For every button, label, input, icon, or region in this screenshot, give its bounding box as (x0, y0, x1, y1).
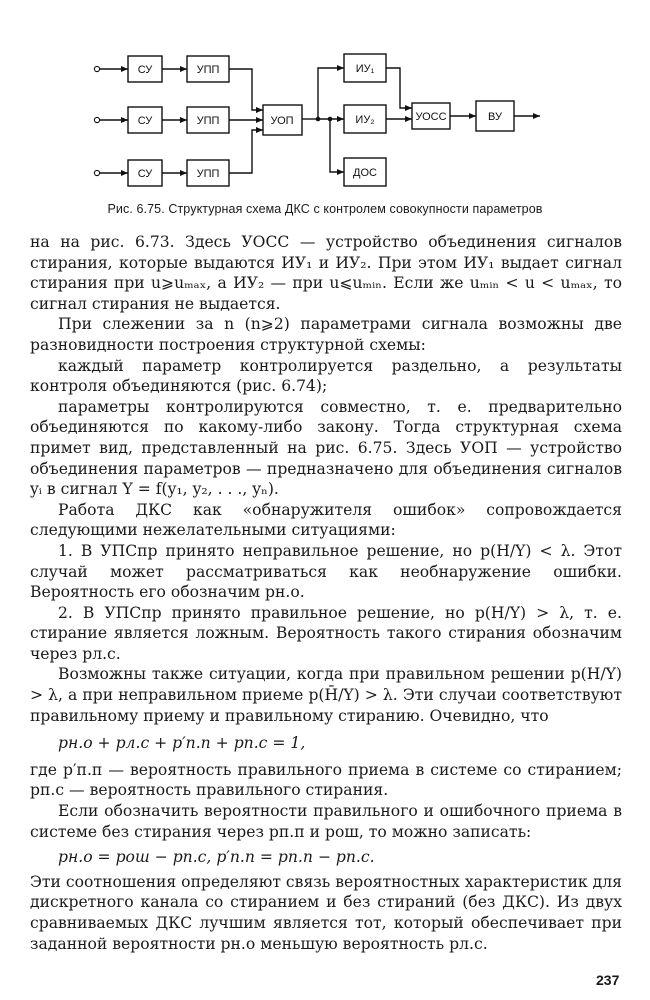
paragraph: на на рис. 6.73. Здесь УОСС — устройство объединения сигналов стирания, которые выдаются ИУ₁ и ИУ₂. При этом ИУ₁ выдает сигнал стирания при u⩾uₘₐₓ, а ИУ₂ — при u⩽uₘᵢₙ. Если же uₘᵢₙ < u < uₘₐₓ, то сигнал стирания не выдается. (30, 233, 622, 313)
block-diagram (0, 0, 650, 200)
body-text (30, 232, 622, 954)
paragraph: Возможны также ситуации, когда при правильном решении p(H/Y) > λ, а при неправильном приеме p(H̄/Y) > λ. Эти случаи соответствуют правильному приему и правильному стиранию. Очевидно, что (30, 665, 622, 725)
paragraph: параметры контролируются совместно, т. е. предварительно объединяются по какому-либо закону. Тогда структурная схема примет вид, представленный на рис. 6.75. Здесь УОП — устройство объединения параметров — предназначено для объединения сигналов yᵢ в сигнал Y = f(y₁, y₂, . . ., yₙ). (30, 397, 622, 499)
iu2-label: ИУ₂ (355, 114, 375, 126)
iu1-label: ИУ₁ (355, 63, 375, 75)
su-label-3: СУ (137, 168, 153, 180)
paragraph: каждый параметр контролируется раздельно, а результаты контроля объединяются (рис. 6.74); (30, 356, 622, 396)
paragraph: 1. В УПСпр принято неправильное решение, но p(H/Y) < λ. Этот случай может рассматриваться как необнаружение ошибки. Вероятность его обозначим pн.о. (30, 541, 622, 602)
vu-label: ВУ (488, 111, 502, 123)
formula: pн.о = pош − pп.с, p′п.п = pп.п − pп.с. (58, 848, 375, 867)
dos-label: ДОС (353, 167, 377, 179)
su-label-1: СУ (137, 64, 153, 76)
upp-label-3: УПП (196, 168, 220, 180)
uop-label: УОП (270, 115, 294, 127)
paragraph: Работа ДКС как «обнаружителя ошибок» сопровождается следующими нежелательными ситуациями: (30, 500, 622, 540)
uoss-label: УОСС (415, 111, 447, 123)
figure-caption: Рис. 6.75. Структурная схема ДКС с контролем совокупности параметров (107, 202, 543, 216)
upp-label-1: УПП (196, 64, 220, 76)
paragraph: Если обозначить вероятности правильного и ошибочного приема в системе без стирания через pп.п и pош, то можно записать: (30, 802, 622, 841)
su-label-2: СУ (137, 115, 153, 127)
paragraph: где p′п.п — вероятность правильного приема в системе со стиранием; pп.с — вероятность правильного стирания. (30, 760, 622, 800)
formula: pн.о + pл.с + p′п.п + pп.с = 1, (58, 734, 306, 753)
paragraph: 2. В УПСпр принято правильное решение, но p(H/Y) > λ, т. е. стирание является ложным. Вероятность такого стирания обозначим через pл.с. (30, 603, 622, 663)
page-number: 237 (596, 972, 620, 988)
paragraph: При слежении за n (n⩾2) параметрами сигнала возможны две разновидности построения структурной схемы: (30, 315, 622, 354)
upp-label-2: УПП (196, 115, 220, 127)
paragraph: Эти соотношения определяют связь вероятностных характеристик для дискретного канала со стиранием и без стираний (без ДКС). Из двух сравниваемых ДКС лучшим является тот, который обеспечивает при заданной вероятности pн.о меньшую вероятность pл.с. (30, 872, 622, 953)
